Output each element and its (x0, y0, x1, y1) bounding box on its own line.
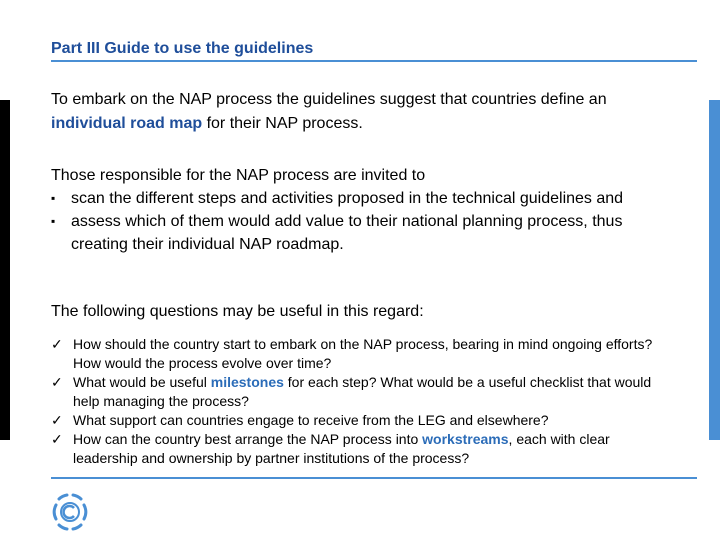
question-text: What support can countries engage to receive from the LEG and elsewhere? (73, 412, 549, 428)
list-item (51, 210, 671, 256)
question-highlight: workstreams (422, 431, 509, 447)
checkmark-icon: ✓ (51, 374, 63, 390)
question-text-end: for each step? What would be a useful checklist that would help managing the process? (73, 374, 652, 409)
title-divider (51, 60, 697, 62)
responsible-section (51, 164, 671, 256)
list-item (51, 187, 671, 210)
right-accent-bar (709, 100, 720, 440)
responsible-lead: Those responsible for the NAP process are invited to (51, 167, 426, 184)
square-bullet-icon: ▪ (51, 214, 56, 228)
left-accent-bar (0, 100, 10, 440)
responsible-list (51, 187, 671, 256)
questions-list (51, 335, 671, 468)
square-bullet-icon: ▪ (51, 191, 56, 205)
list-item-text: scan the different steps and activities proposed in the technical guidelines and (71, 190, 624, 207)
question-highlight: milestones (210, 374, 284, 390)
list-item (51, 335, 671, 373)
checkmark-icon: ✓ (51, 412, 63, 428)
questions-lead: The following questions may be useful in this regard: (51, 303, 424, 320)
unfccc-logo-icon (47, 489, 93, 535)
intro-highlight: individual road map (51, 115, 203, 132)
intro-text-start: To embark on the NAP process the guidelines suggest that countries define an (51, 91, 607, 108)
list-item (51, 430, 671, 468)
checkmark-icon: ✓ (51, 336, 63, 352)
page-title: Part III Guide to use the guidelines (51, 40, 314, 57)
list-item (51, 373, 671, 411)
intro-text-end: for their NAP process. (202, 115, 363, 132)
question-text: How should the country start to embark on the NAP process, bearing in mind ongoing efforts? How would the process evolve over time? (73, 336, 653, 371)
checkmark-icon: ✓ (51, 431, 63, 447)
question-text-end: , each with clear leadership and ownership by partner institutions of the process? (73, 431, 610, 466)
intro-paragraph (51, 88, 671, 136)
footer-divider (51, 477, 697, 479)
question-text-start: How can the country best arrange the NAP process into (73, 431, 423, 447)
list-item (51, 411, 671, 430)
list-item-text: assess which of them would add value to their national planning process, thus creating their individual NAP roadmap. (71, 213, 623, 253)
question-text-start: What would be useful (73, 374, 211, 390)
